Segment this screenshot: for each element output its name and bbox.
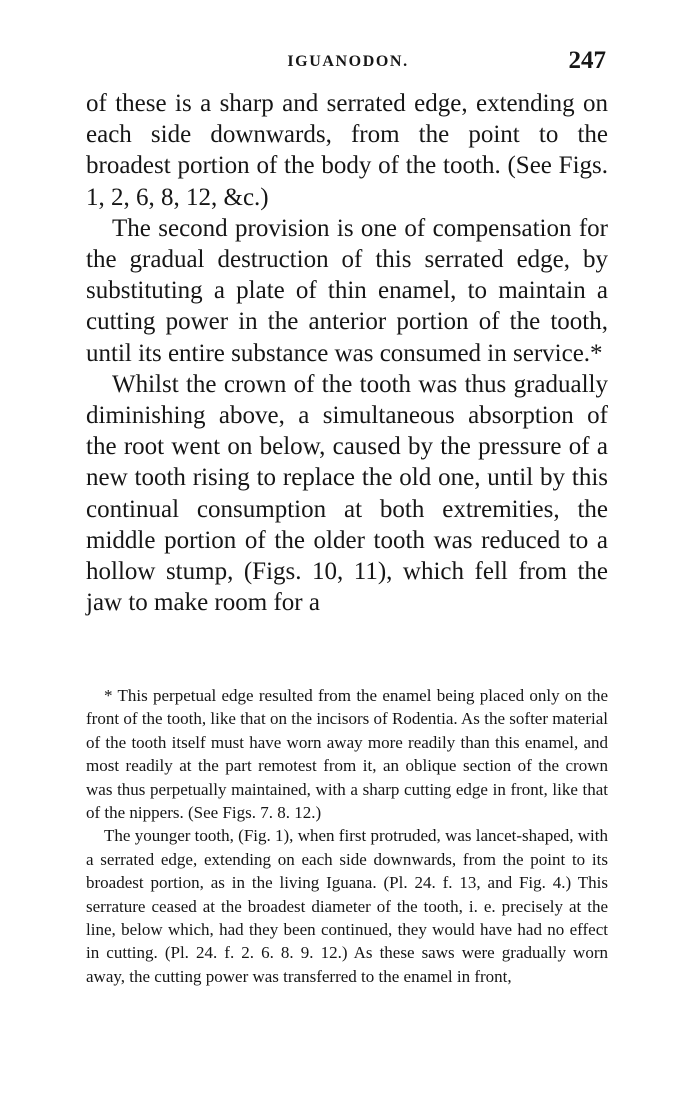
footnote-perpetual-edge: * This perpetual edge resulted from the enamel being placed only on the front of the tooth, like that on the incisors of Rodentia. As the softer material of the tooth itself must have worn away more readily than this enamel, and most readily at the part remotest from it, an oblique section of the crown was thus perpetually maintained, with a sharp cutting edge in front, like that of the nippers. (See Figs. 7. 8. 12.) [86,686,608,823]
main-text [86,88,608,618]
paragraph-compensation: The second provision is one of compensation for the gradual destruction of this serrated edge, by substituting a plate of thin enamel, to maintain a cutting power in the anterior portion of the tooth, until its entire substance was consumed in service.* [86,214,608,367]
paragraph-continuation: of these is a sharp and serrated edge, extending on each side downwards, from the point to the broadest portion of the body of the tooth. (See Figs. 1, 2, 6, 8, 12, &c.) [86,90,608,211]
footnote-younger-tooth: The younger tooth, (Fig. 1), when first protruded, was lancet-shaped, with a serrated edge, extending on each side downwards, from the point to its broadest portion, as in the living Iguana. (Pl. 24. f. 13, and Fig. 4.) This serrature ceased at the broadest diameter of the tooth, i. e. precisely at the line, below which, had they been continued, they would have had no effect in cutting. (Pl. 24. f. 2. 6. 8. 9. 12.) As these saws were gradually worn away, the cutting power was transferred to the enamel in front, [86,826,608,986]
footnotes [86,684,608,988]
page-number: 247 [568,47,606,74]
paragraph-tooth-replacement: Whilst the crown of the tooth was thus gradually diminishing above, a simultaneous absorption of the root went on below, caused by the pressure of a new tooth rising to replace the old one, until by this continual consumption at both extremities, the middle portion of the older tooth was reduced to a hollow stump, (Figs. 10, 11), which fell from the jaw to make room for a [86,370,608,617]
running-title: IGUANODON. [287,53,409,70]
running-head [86,47,610,77]
